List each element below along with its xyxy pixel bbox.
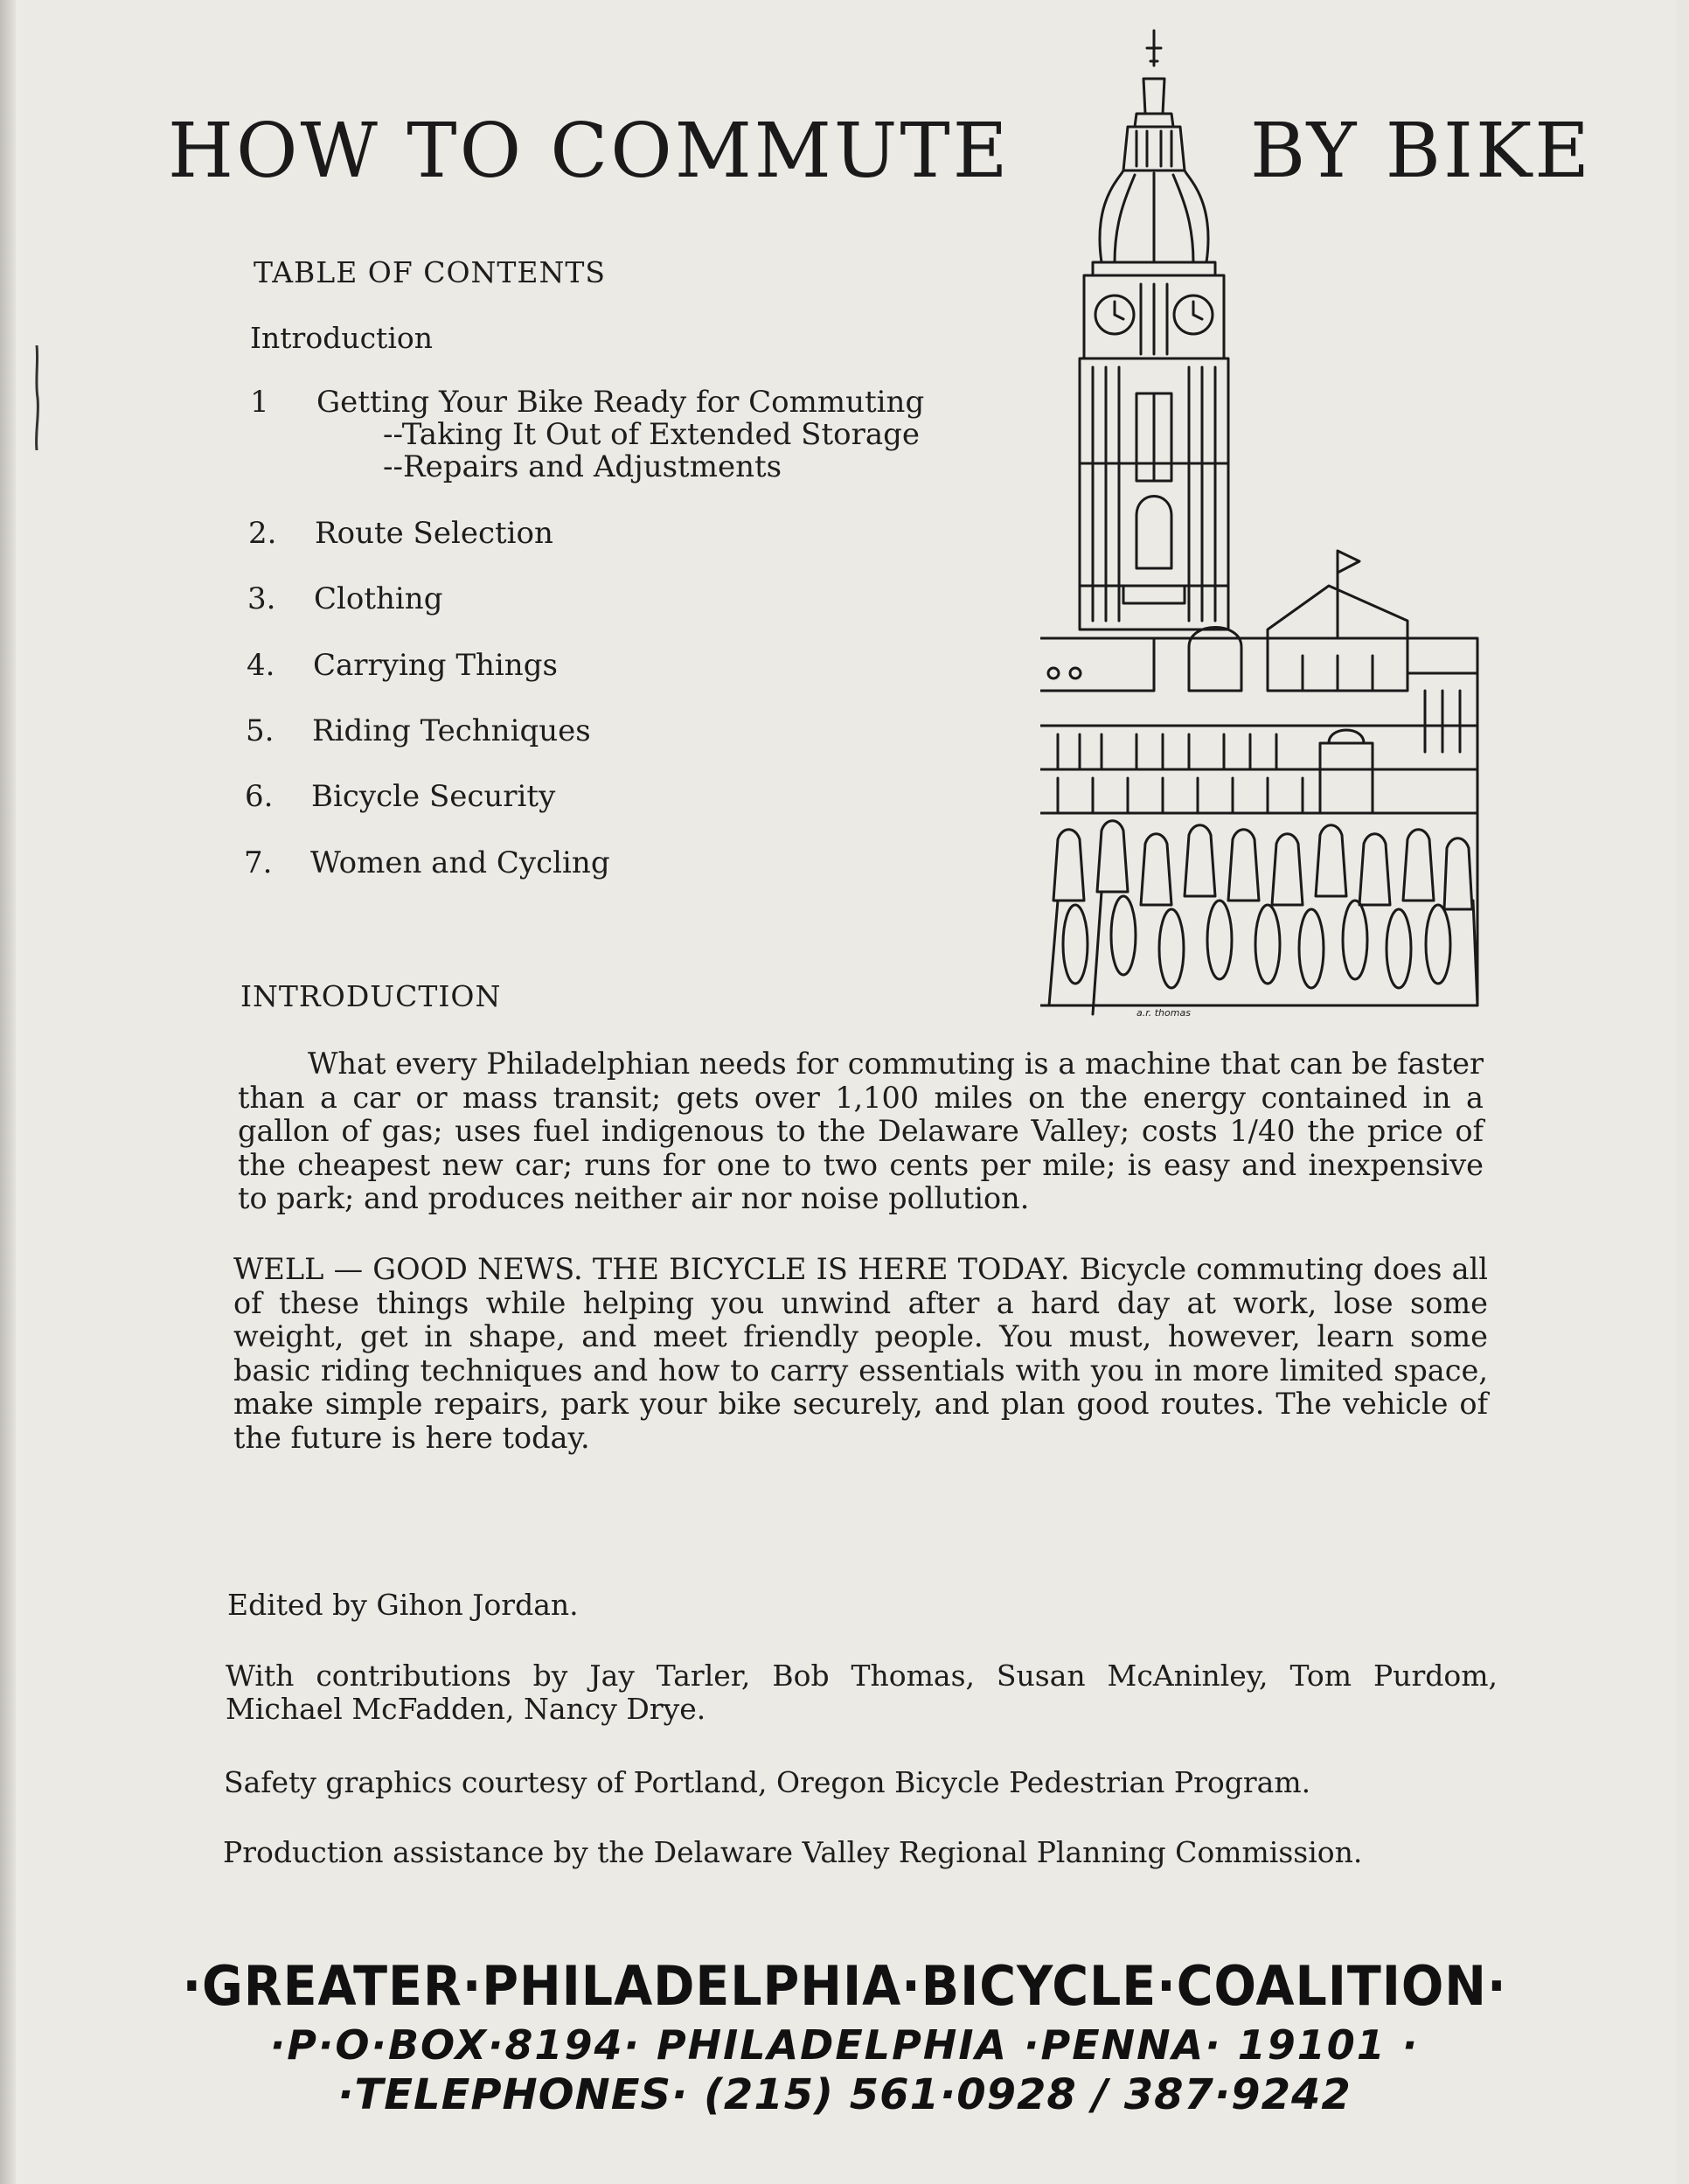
coalition-telephones: ·TELEPHONES· (215) 561·0928 / 387·9242: [337, 2070, 1352, 2119]
toc-item-label: Clothing: [314, 581, 443, 616]
toc-item-number: 3.: [247, 581, 276, 616]
title-left: HOW TO COMMUTE: [168, 108, 1011, 195]
toc-item-number: 2.: [248, 516, 277, 551]
binder-hole-mark: [33, 345, 40, 450]
introduction-paragraph-2: WELL — GOOD NEWS. THE BICYCLE IS HERE TODAY. Bicycle commuting does all of these things while helping you unwind after a hard day at work, lose some weight, get in shape, and meet friendly people. You must, however, learn some basic riding techniques and how to carry essentials with you in more limited space, make simple repairs, park your bike securely, and plan good routes. The vehicle of the future is here today.: [233, 1252, 1488, 1455]
title-right: BY BIKE: [1250, 108, 1592, 195]
introduction-heading: INTRODUCTION: [240, 979, 502, 1013]
toc-item-label: Women and Cycling: [310, 845, 610, 880]
toc-item-2: [248, 516, 553, 551]
credit-editor: Edited by Gihon Jordan.: [227, 1588, 579, 1622]
toc-item-label: Getting Your Bike Ready for Commuting: [316, 385, 925, 420]
credit-graphics: Safety graphics courtesy of Portland, Oregon Bicycle Pedestrian Program.: [224, 1765, 1311, 1799]
toc-item-number: 7.: [244, 845, 273, 880]
credit-production: Production assistance by the Delaware Valley Regional Planning Commission.: [223, 1835, 1363, 1869]
toc-item-6: [245, 779, 555, 814]
toc-item-1: [250, 385, 924, 420]
toc-item-label: Route Selection: [315, 516, 553, 551]
toc-item-introduction: Introduction: [250, 321, 433, 355]
page-edge-shadow: [0, 0, 16, 2184]
toc-item-label: Riding Techniques: [312, 713, 591, 748]
coalition-name: ·GREATER·PHILADELPHIA·BICYCLE·COALITION·: [182, 1954, 1507, 2018]
toc-item-4: [247, 648, 558, 683]
toc-subitem-repairs: --Repairs and Adjustments: [383, 449, 782, 484]
toc-item-5: [246, 713, 591, 748]
artist-signature: a.r. thomas: [1136, 1007, 1191, 1019]
toc-item-label: Carrying Things: [313, 648, 558, 683]
toc-item-label: Bicycle Security: [311, 779, 556, 814]
coalition-address: ·P·O·BOX·8194· PHILADELPHIA ·PENNA· 19101 ·: [269, 2021, 1420, 2069]
toc-item-7: [244, 845, 610, 880]
credit-contributions: With contributions by Jay Tarler, Bob Thomas, Susan McAninley, Tom Purdom, Michael McFadden, Nancy Drye.: [226, 1659, 1498, 1726]
toc-item-number: 5.: [246, 713, 275, 748]
city-hall-illustration: [1040, 26, 1495, 1032]
toc-item-3: [247, 581, 442, 616]
toc-item-number: 4.: [247, 648, 275, 683]
toc-item-number: 6.: [245, 779, 274, 814]
toc-heading: TABLE OF CONTENTS: [254, 255, 606, 289]
toc-subitem-storage: --Taking It Out of Extended Storage: [383, 417, 920, 452]
toc-item-number: 1: [250, 385, 269, 420]
introduction-paragraph-1: What every Philadelphian needs for commuting is a machine that can be faster than a car or mass transit; gets over 1,100 miles on the energy contained in a gallon of gas; uses fuel indigenous to the Delaware Valley; costs 1/40 the price of the cheapest new car; runs for one to two cents per mile; is easy and inexpensive to park; and produces neither air nor noise pollution.: [238, 1047, 1484, 1215]
